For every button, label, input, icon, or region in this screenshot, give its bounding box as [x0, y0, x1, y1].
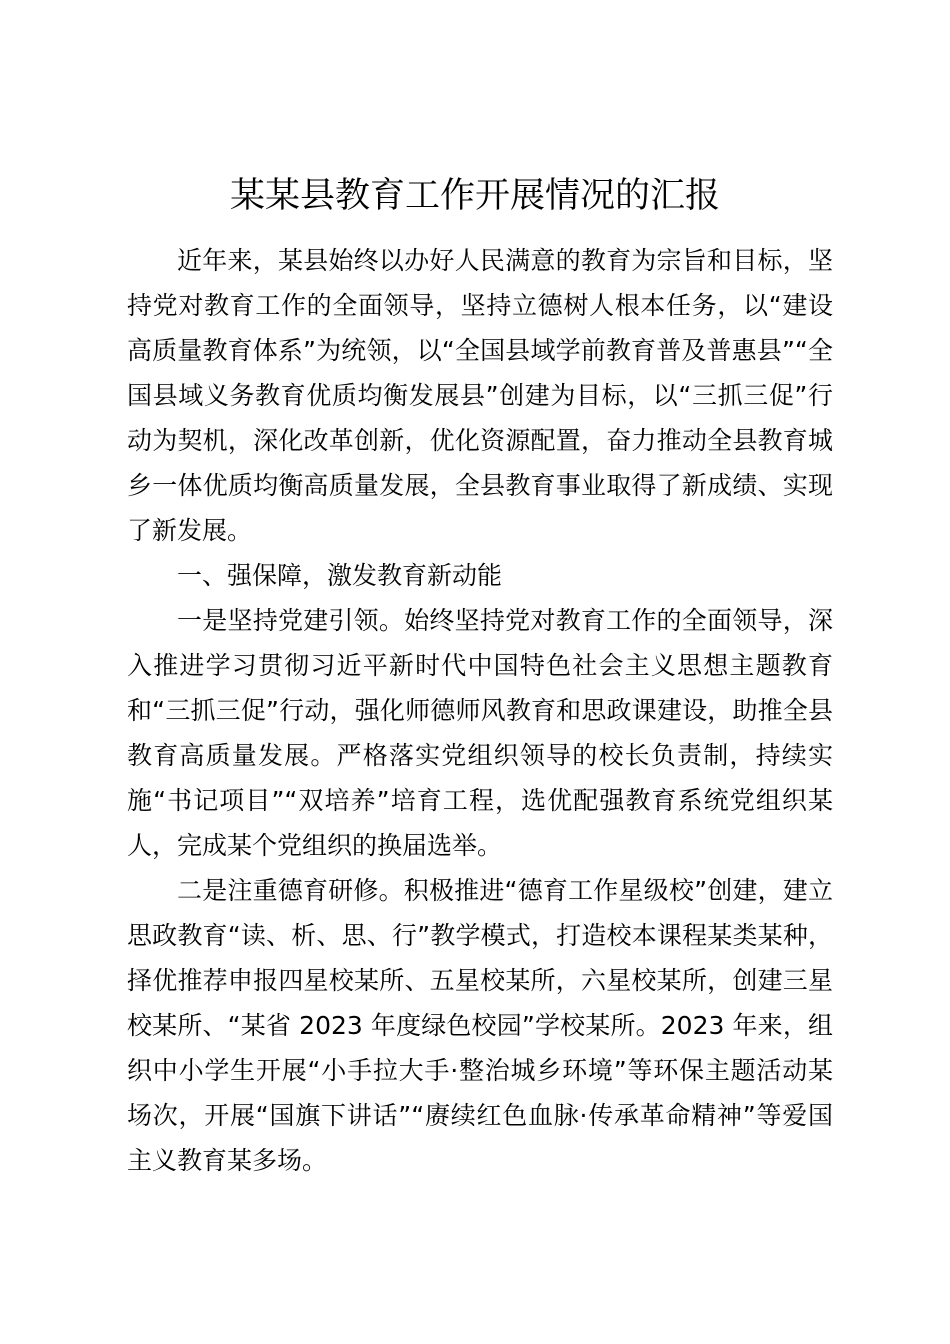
section-heading: 一、强保障，激发教育新动能 [177, 561, 503, 590]
intro-paragraph: 近年来，某县始终以办好人民满意的教育为宗旨和目标，坚持党对教育工作的全面领导，坚持立德树人根本任务，以“建设高质量教育体系”为统领，以“全国县域学前教育普及普惠县”“全国县域义务教育优质均衡发展县”创建为目标，以“三抓三促”行动为契机，深化改革创新，优化资源配置，奋力推动全县教育城乡一体优质均衡高质量发展，全县教育事业取得了新成绩、实现了新发展。 [127, 246, 833, 545]
document-title: 某某县教育工作开展情况的汇报 [229, 176, 720, 216]
paragraph-moral-education: 二是注重德育研修。积极推进“德育工作星级校”创建，建立思政教育“读、析、思、行”教学模式，打造校本课程某类某种，择优推荐申报四星校某所、五星校某所，六星校某所，创建三星校某所、“某省 2023 年度绿色校园”学校某所。2023 年来，组织中小学生开展“小手拉大手·整治城乡环境”等环保主题活动某场次，开展“国旗下讲话”“赓续红色血脉·传承革命精神”等爱国主义教育某多场。 [127, 876, 833, 1175]
paragraph-party-building: 一是坚持党建引领。始终坚持党对教育工作的全面领导，深入推进学习贯彻习近平新时代中国特色社会主义思想主题教育和“三抓三促”行动，强化师德师风教育和思政课建设，助推全县教育高质量发展。严格落实党组织领导的校长负责制，持续实施“书记项目”“双培养”培育工程，选优配强教育系统党组织某人，完成某个党组织的换届选举。 [127, 606, 833, 860]
document-body [127, 238, 833, 1183]
